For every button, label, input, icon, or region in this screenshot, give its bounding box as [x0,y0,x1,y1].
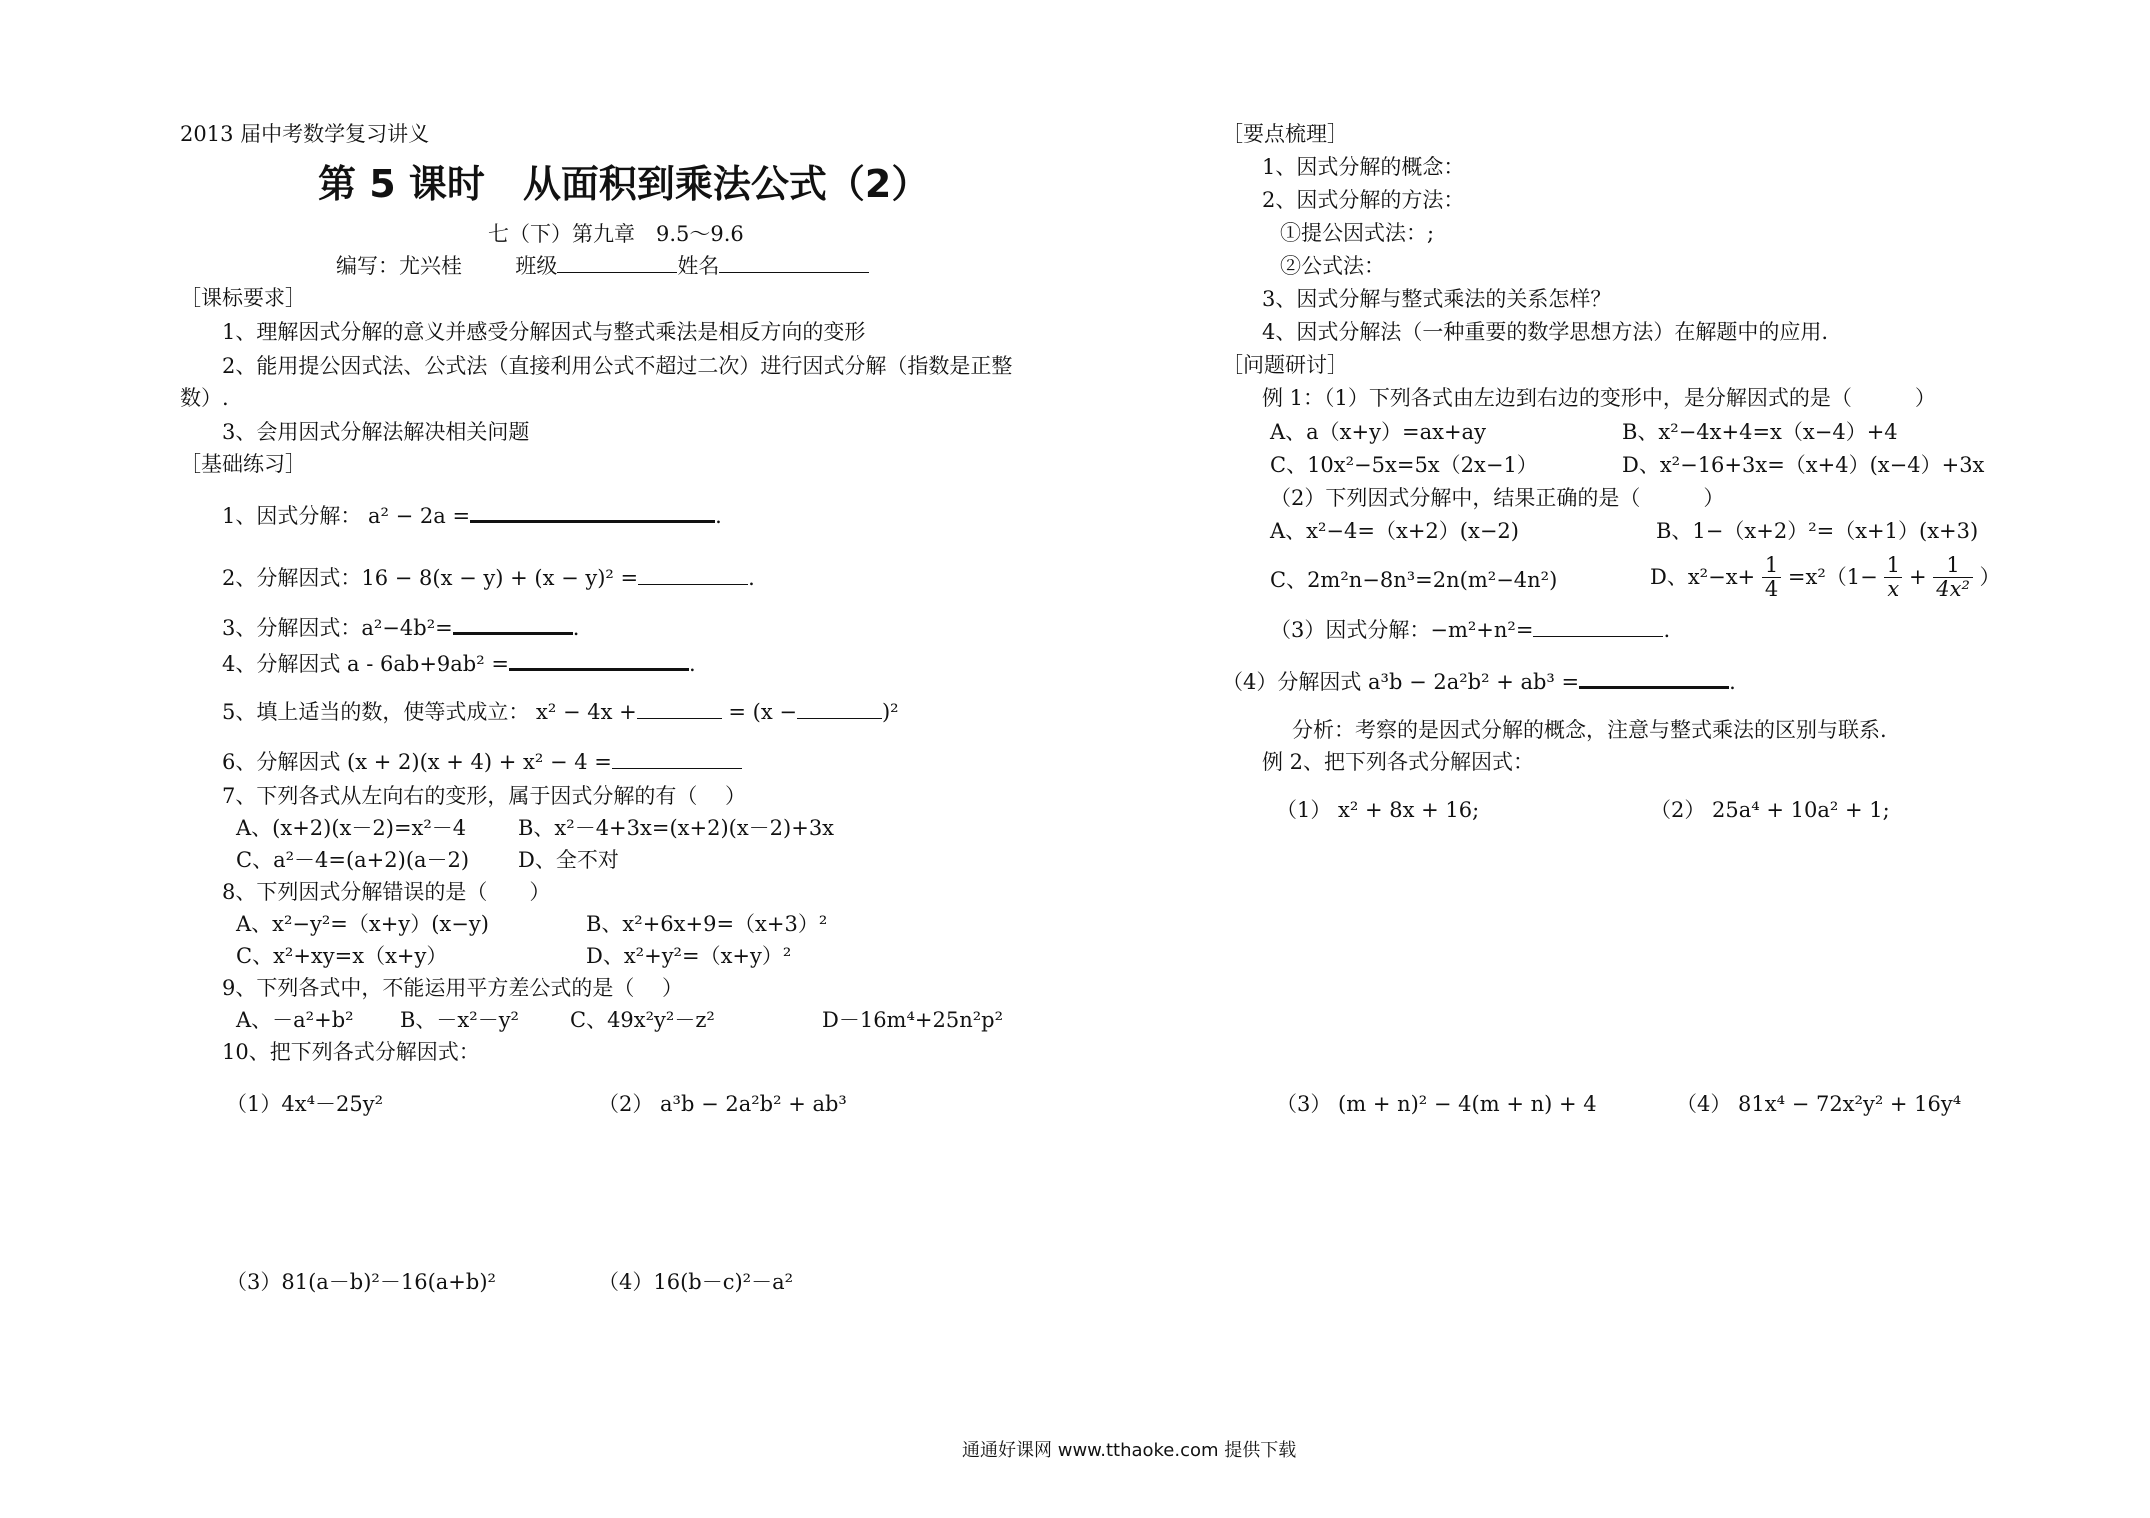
q10-part-3: （3）81(a－b)²－16(a+b)² [226,1270,496,1294]
author-text: 编写：尤兴桂 [336,254,462,278]
yaodian-item-1: 1、因式分解的概念： [1262,155,1465,179]
yaodian-item-3: 3、因式分解与整式乘法的关系怎样？ [1262,287,1612,311]
yaodian-item-4: 4、因式分解法（一种重要的数学思想方法）在解题中的应用. [1262,320,1829,344]
answer-blank-3[interactable] [453,632,573,635]
q10-part-4: （4）16(b－c)²－a² [598,1270,794,1294]
wenti-heading: ［问题研讨］ [1222,353,1348,377]
name-label: 姓名 [677,254,720,278]
ex2-part-1: （1） x² + 8x + 16; [1276,798,1480,822]
kebiao-item-2: 2、能用提公因式法、公式法（直接利用公式不超过二次）进行因式分解（指数是正整 [222,354,1013,378]
answer-blank-5b[interactable] [797,718,882,719]
yaodian-item-2: 2、因式分解的方法： [1262,188,1465,212]
class-label: 班级 [515,254,558,278]
footer-text: 通通好课网 www.tthaoke.com 提供下载 [962,1440,1297,1461]
author-line [336,254,869,279]
q10-part-1: （1）4x⁴－25y² [226,1092,383,1116]
question-7: 7、下列各式从左向右的变形，属于因式分解的有（ ） [222,784,747,808]
yaodian-item-2b: ②公式法： [1280,254,1385,278]
ex1-2-option-a: A、x²−4=（x+2）(x−2) [1270,519,1519,543]
answer-blank-2[interactable] [638,584,748,585]
ex1-option-b: B、x²−4x+4=x（x−4）+4 [1622,420,1898,444]
ex2-part-4: （4） 81x⁴ − 72x²y² + 16y⁴ [1676,1092,1962,1116]
ex1-2-option-c: C、2m²n−8n³=2n(m²−4n²) [1270,568,1558,592]
q9-option-c: C、49x²y²－z² [570,1008,715,1032]
q8-option-a: A、x²−y²=（x+y）(x−y) [236,912,489,936]
series-label: 2013 届中考数学复习讲义 [180,122,430,146]
question-8: 8、下列因式分解错误的是（ ） [222,880,551,904]
question-3: 3、分解因式：a²−4b²= . [222,616,580,640]
class-field[interactable] [557,272,677,273]
kebiao-item-1: 1、理解因式分解的意义并感受分解因式与整式乘法是相反方向的变形 [222,320,866,344]
example-1-part-3: （3）因式分解：−m²+n²= . [1270,618,1671,642]
q9-option-a: A、－a²+b² [236,1008,354,1032]
ex1-option-d: D、x²−16+3x=（x+4）(x−4）+3x [1622,453,1985,477]
example-1-part-2: （2）下列因式分解中，结果正确的是（ ） [1270,486,1725,510]
kebiao-item-3: 3、会用因式分解法解决相关问题 [222,420,530,444]
question-10: 10、把下列各式分解因式： [222,1040,480,1064]
yaodian-heading: ［要点梳理］ [1222,122,1348,146]
fraction-1-x: $\frac{1}{x}$ [1884,554,1902,601]
name-field[interactable] [719,272,869,273]
q8-option-d: D、x²+y²=（x+y）² [586,944,792,968]
question-2: 2、分解因式：16 − 8(x − y) + (x − y)² = . [222,566,755,590]
q7-option-a: A、(x+2)(x－2)=x²－4 [236,816,467,840]
answer-blank-6[interactable] [612,768,742,769]
question-9: 9、下列各式中，不能运用平方差公式的是（ ） [222,976,684,1000]
example-2: 例 2、把下列各式分解因式： [1262,750,1535,774]
q9-option-d: D－16m⁴+25n²p² [822,1008,1004,1032]
example-1-part-4: （4）分解因式 a³b − 2a²b² + ab³ = . [1222,670,1736,694]
question-1: 1、因式分解： a² − 2a = . [222,504,722,528]
q7-option-b: B、x²－4+3x=(x+2)(x－2)+3x [518,816,835,840]
q7-option-c: C、a²－4=(a+2)(a－2) [236,848,470,872]
answer-blank-5a[interactable] [637,718,722,719]
page-title: 第 5 课时 从面积到乘法公式（2） [318,162,930,206]
question-5: 5、填上适当的数，使等式成立： x² − 4x + = (x − )² [222,700,899,724]
q9-option-b: B、－x²－y² [400,1008,519,1032]
kebiao-heading: ［课标要求］ [180,286,306,310]
answer-blank-4[interactable] [509,668,689,671]
question-6: 6、分解因式 (x + 2)(x + 4) + x² − 4 = [222,750,742,775]
fraction-1-4: $\frac{1}{4}$ [1762,554,1781,601]
example-1: 例 1：（1）下列各式由左边到右边的变形中，是分解因式的是（ ） [1262,386,1936,410]
answer-blank-ex1-4[interactable] [1579,686,1729,689]
chapter-label: 七（下）第九章 9.5～9.6 [488,222,744,246]
answer-blank-1[interactable] [470,520,715,523]
ex2-part-2: （2） 25a⁴ + 10a² + 1; [1650,798,1890,822]
analysis-text: 分析：考察的是因式分解的概念，注意与整式乘法的区别与联系. [1292,718,1887,742]
jichu-heading: ［基础练习］ [180,452,306,476]
ex2-part-3: （3） (m + n)² − 4(m + n) + 4 [1276,1092,1597,1116]
q7-option-d: D、全不对 [518,848,619,872]
kebiao-item-2-cont: 数）. [180,386,229,410]
answer-blank-ex1-3[interactable] [1533,636,1663,637]
ex1-option-c: C、10x²−5x=5x（2x−1） [1270,453,1538,477]
ex1-option-a: A、a（x+y）=ax+ay [1270,420,1486,444]
q10-part-2: （2） a³b − 2a²b² + ab³ [598,1092,847,1116]
yaodian-item-2a: ①提公因式法：; [1280,221,1435,245]
q8-option-c: C、x²+xy=x（x+y） [236,944,448,968]
fraction-1-4x2: $\frac{1}{\text{4x²}}$ [1933,554,1973,601]
ex1-2-option-d: D、x²−x+ $\frac{1}{4}$ =x²（1− $\frac{1}{x}$ + $\frac{1}{\text{4x²}}$ ） [1650,553,2001,602]
question-4: 4、分解因式 a - 6ab+9ab² = . [222,652,696,676]
ex1-2-option-b: B、1−（x+2）²=（x+1）(x+3) [1656,519,1979,543]
q8-option-b: B、x²+6x+9=（x+3）² [586,912,828,936]
